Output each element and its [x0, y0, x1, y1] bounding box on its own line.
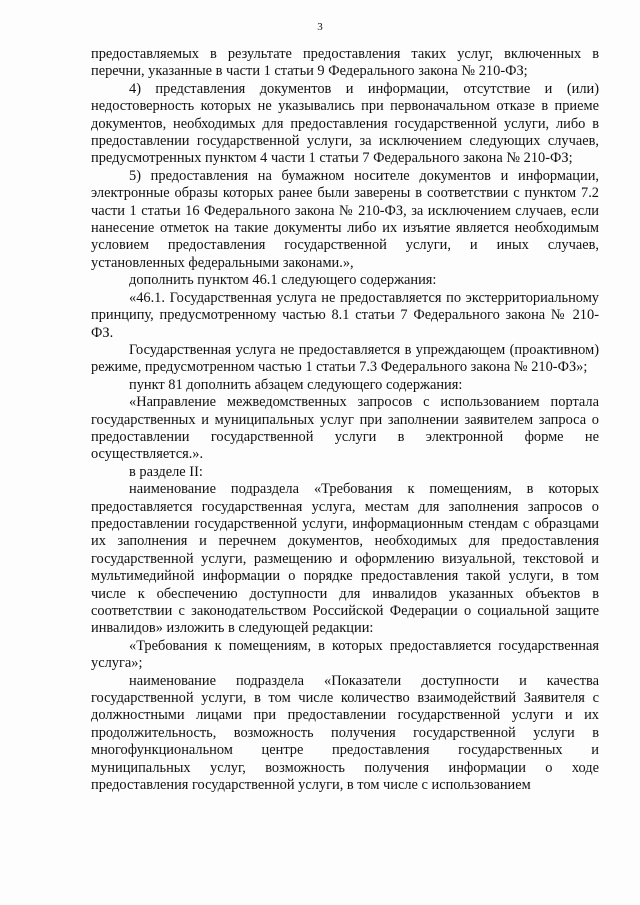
paragraph: пункт 81 дополнить абзацем следующего содержания: [129, 376, 463, 393]
paragraph: Государственная услуга не предоставляется в упреждающем (проактивном) режиме, предусмотренном частью 1 статьи 7.3 Федерального закона № 210-ФЗ»; [91, 341, 599, 376]
document-body [91, 46, 599, 794]
paragraph: «46.1. Государственная услуга не предоставляется по экстерриториальному принципу, предусмотренному частью 8.1 статьи 7 Федерального закона № 210-ФЗ. [91, 289, 599, 341]
paragraph: «Требования к помещениям, в которых предоставляется государственная услуга»; [91, 637, 599, 672]
paragraph: предоставляемых в результате предоставления таких услуг, включенных в перечни, указанные в части 1 статьи 9 Федерального закона № 210-ФЗ; [91, 46, 599, 80]
paragraph: 4) представления документов и информации, отсутствие и (или) недостоверность которых не указывались при первоначальном отказе в приеме документов, необходимых для предоставления государственной услуги, либо в предоставлении государственной услуги, за исключением следующих случаев, предусмотренных пунктом 4 части 1 статьи 7 Федерального закона № 210-ФЗ; [91, 80, 599, 167]
paragraph: наименование подраздела «Требования к помещениям, в которых предоставляется государственная услуга, местам для заполнения запросов о предоставлении государственной услуги, информационным стендам с образцами их заполнения и перечнем документов, необходимых для предоставления государственной услуги, размещению и оформлению визуальной, текстовой и мультимедийной информации о порядке предоставления такой услуги, в том числе к обеспечению доступности для инвалидов указанных объектов в соответствии с законодательством Российской Федерации о социальной защите инвалидов» изложить в следующей редакции: [91, 481, 599, 637]
paragraph: 5) предоставления на бумажном носителе документов и информации, электронные образы которых ранее были заверены в соответствии с пунктом 7.2 части 1 статьи 16 Федерального закона № 210-ФЗ, за исключением случаев, если нанесение отметок на такие документы либо их изъятие является необходимым условием предоставления государственной услуги, и иных случаев, установленных федеральными законами.», [91, 167, 599, 271]
paragraph: наименование подраздела «Показатели доступности и качества государственной услуги, в том числе количество взаимодействий Заявителя с должностными лицами при предоставлении государственной услуги и их продолжительность, возможность получения государственной услуги в многофункциональном центре предоставления государственных и муниципальных услуг, возможность получения информации о ходе предоставления государственной услуги, в том числе с использованием [91, 672, 599, 794]
paragraph: дополнить пунктом 46.1 следующего содержания: [129, 272, 437, 289]
paragraph: «Направление межведомственных запросов с использованием портала государственных и муниципальных услуг при заполнении заявителем запроса о предоставлении государственной услуги в электронной форме не осуществляется.». [91, 394, 599, 463]
page-number: 3 [317, 21, 323, 33]
paragraph: в разделе II: [129, 463, 203, 480]
